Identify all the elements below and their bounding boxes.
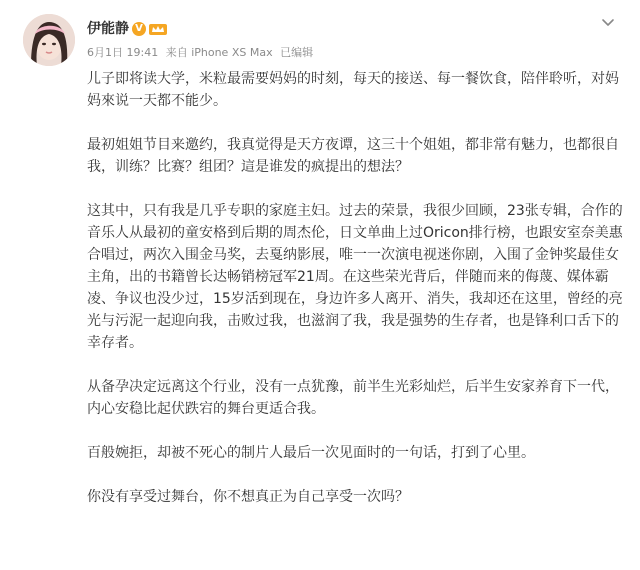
vip-crown-icon xyxy=(149,22,167,36)
post-meta xyxy=(87,46,317,60)
author-name[interactable]: 伊能静 xyxy=(87,21,129,37)
post-paragraph: 你没有享受过舞台，你不想真正为自己享受一次吗？ xyxy=(87,489,409,505)
avatar[interactable] xyxy=(23,14,75,66)
post-paragraph: 从备孕决定远离这个行业，没有一点犹豫，前半生光彩灿烂，后半生安家养育下一代，内心安稳比起伏跌宕的舞台更适合我。 xyxy=(87,379,619,417)
post-paragraph: 儿子即将读大学，米粒最需要妈妈的时刻，每天的接送、每一餐饮食，陪伴聆听，对妈妈來说一天都不能少。 xyxy=(87,71,619,109)
verified-badge-icon: V xyxy=(132,22,146,36)
post-paragraph: 最初姐姐节目来邀约，我真觉得是天方夜谭，这三十个姐姐，都非常有魅力，也都很自我，训练？比赛？组团？這是谁发的疯提出的想法？ xyxy=(87,137,619,175)
post-time[interactable]: 6月1日 19:41 xyxy=(87,46,159,59)
post-source: 来自 iPhone XS Max xyxy=(165,46,273,59)
post-content xyxy=(87,68,627,530)
post-paragraph: 这其中，只有我是几乎专职的家庭主妇。过去的荣景，我很少回顾，23张专辑，合作的音乐人从最初的童安格到后期的周杰伦，日文单曲上过Oricon排行榜，也跟安室奈美惠合唱过，两次入围金马奖，去戛纳影展，唯一一次演电视迷你剧，入围了金钟奖最佳女主角，出的书籍曾长达畅销榜冠军21周。在这些荣光背后，伴随而来的侮蔑、媒体霸凌、争议也没少过，15岁活到现在，身边许多人离开、消失，我却还在这里，曾经的亮光与污泥一起迎向我，击败过我，也滋润了我，我是强势的生存者，也是锋利口舌下的幸存者。 xyxy=(87,203,623,351)
chevron-down-icon[interactable] xyxy=(600,15,616,31)
author-header xyxy=(87,20,167,38)
avatar-photo-icon xyxy=(23,14,75,66)
post-paragraph: 百般婉拒，却被不死心的制片人最后一次见面时的一句话，打到了心里。 xyxy=(87,445,535,461)
edited-label[interactable]: 已编辑 xyxy=(280,46,314,59)
